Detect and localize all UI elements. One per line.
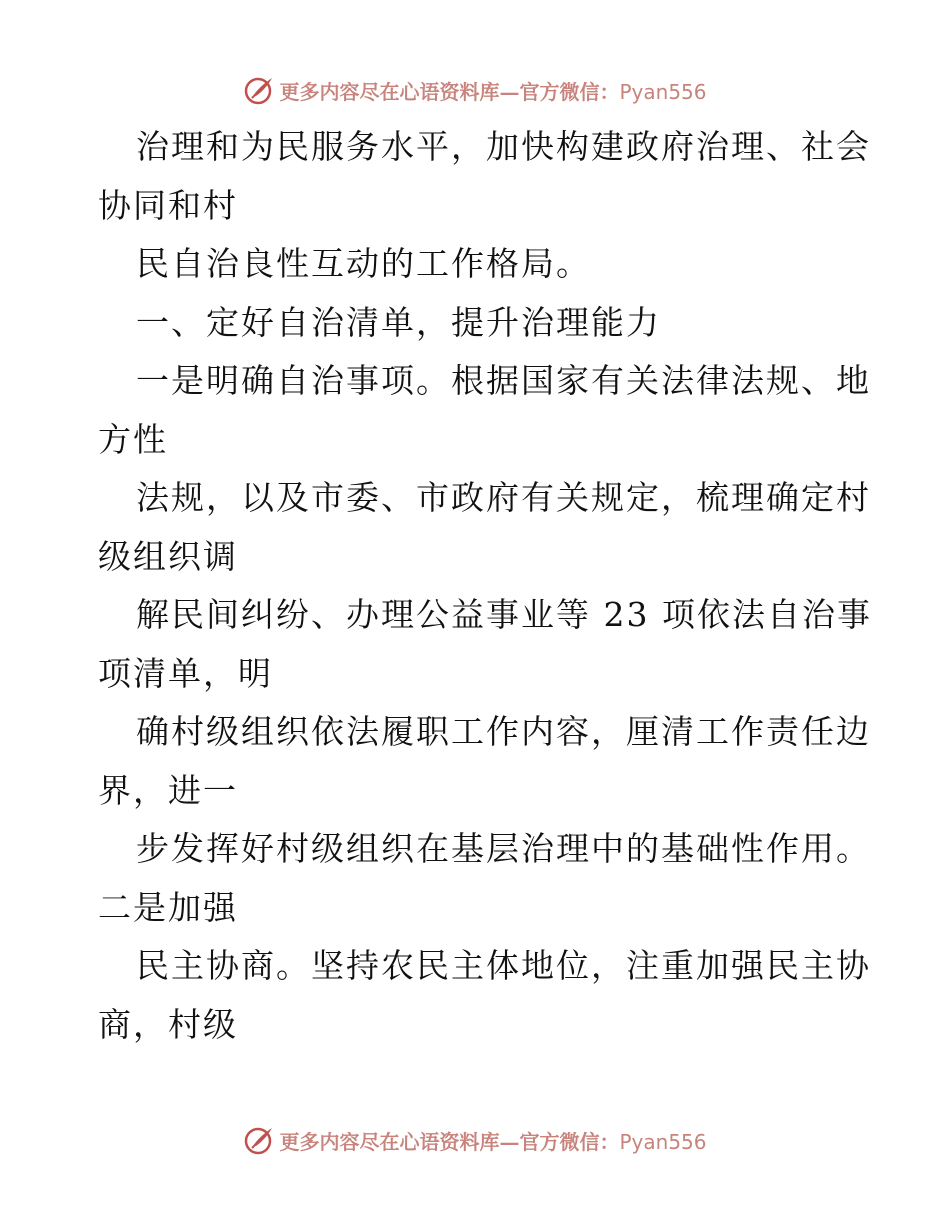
text-line: 治理和为民服务水平，加快构建政府治理、社会 [136,127,871,166]
text-line: 解民间纠纷、办理公益事业等 23 项依法自治事 [136,595,872,634]
header-banner-text: 更多内容尽在心语资料库—官方微信：Pyan556 [279,79,707,104]
wechat-handle: Pyan556 [619,1129,707,1154]
wechat-handle: Pyan556 [619,79,707,104]
text-line: 界，进一 [98,770,238,810]
body-text [98,118,872,1054]
text-line: 步发挥好村级组织在基层治理中的基础性作用。 [136,829,871,868]
text-line: 级组织调 [98,536,238,576]
feather-pen-logo-icon [243,74,275,106]
section-heading: 一、定好自治清单，提升治理能力 [136,302,661,342]
text-line: 确村级组织依法履职工作内容，厘清工作责任边 [136,712,871,751]
text-line: 方性 [98,419,168,459]
text-line: 法规，以及市委、市政府有关规定，梳理确定村 [136,478,871,517]
footer-banner [0,1120,950,1160]
text-line: 商，村级 [98,1004,238,1044]
header-banner [0,70,950,110]
text-line: 民自治良性互动的工作格局。 [136,244,591,283]
text-line: 一是明确自治事项。根据国家有关法律法规、地 [136,361,871,400]
text-line: 二是加强 [98,887,238,927]
footer-banner-text: 更多内容尽在心语资料库—官方微信：Pyan556 [279,1129,707,1154]
text-line: 项清单，明 [98,653,273,693]
feather-pen-logo-icon [243,1124,275,1156]
text-line: 协同和村 [98,185,238,225]
text-line: 民主协商。坚持农民主体地位，注重加强民主协 [136,946,871,985]
